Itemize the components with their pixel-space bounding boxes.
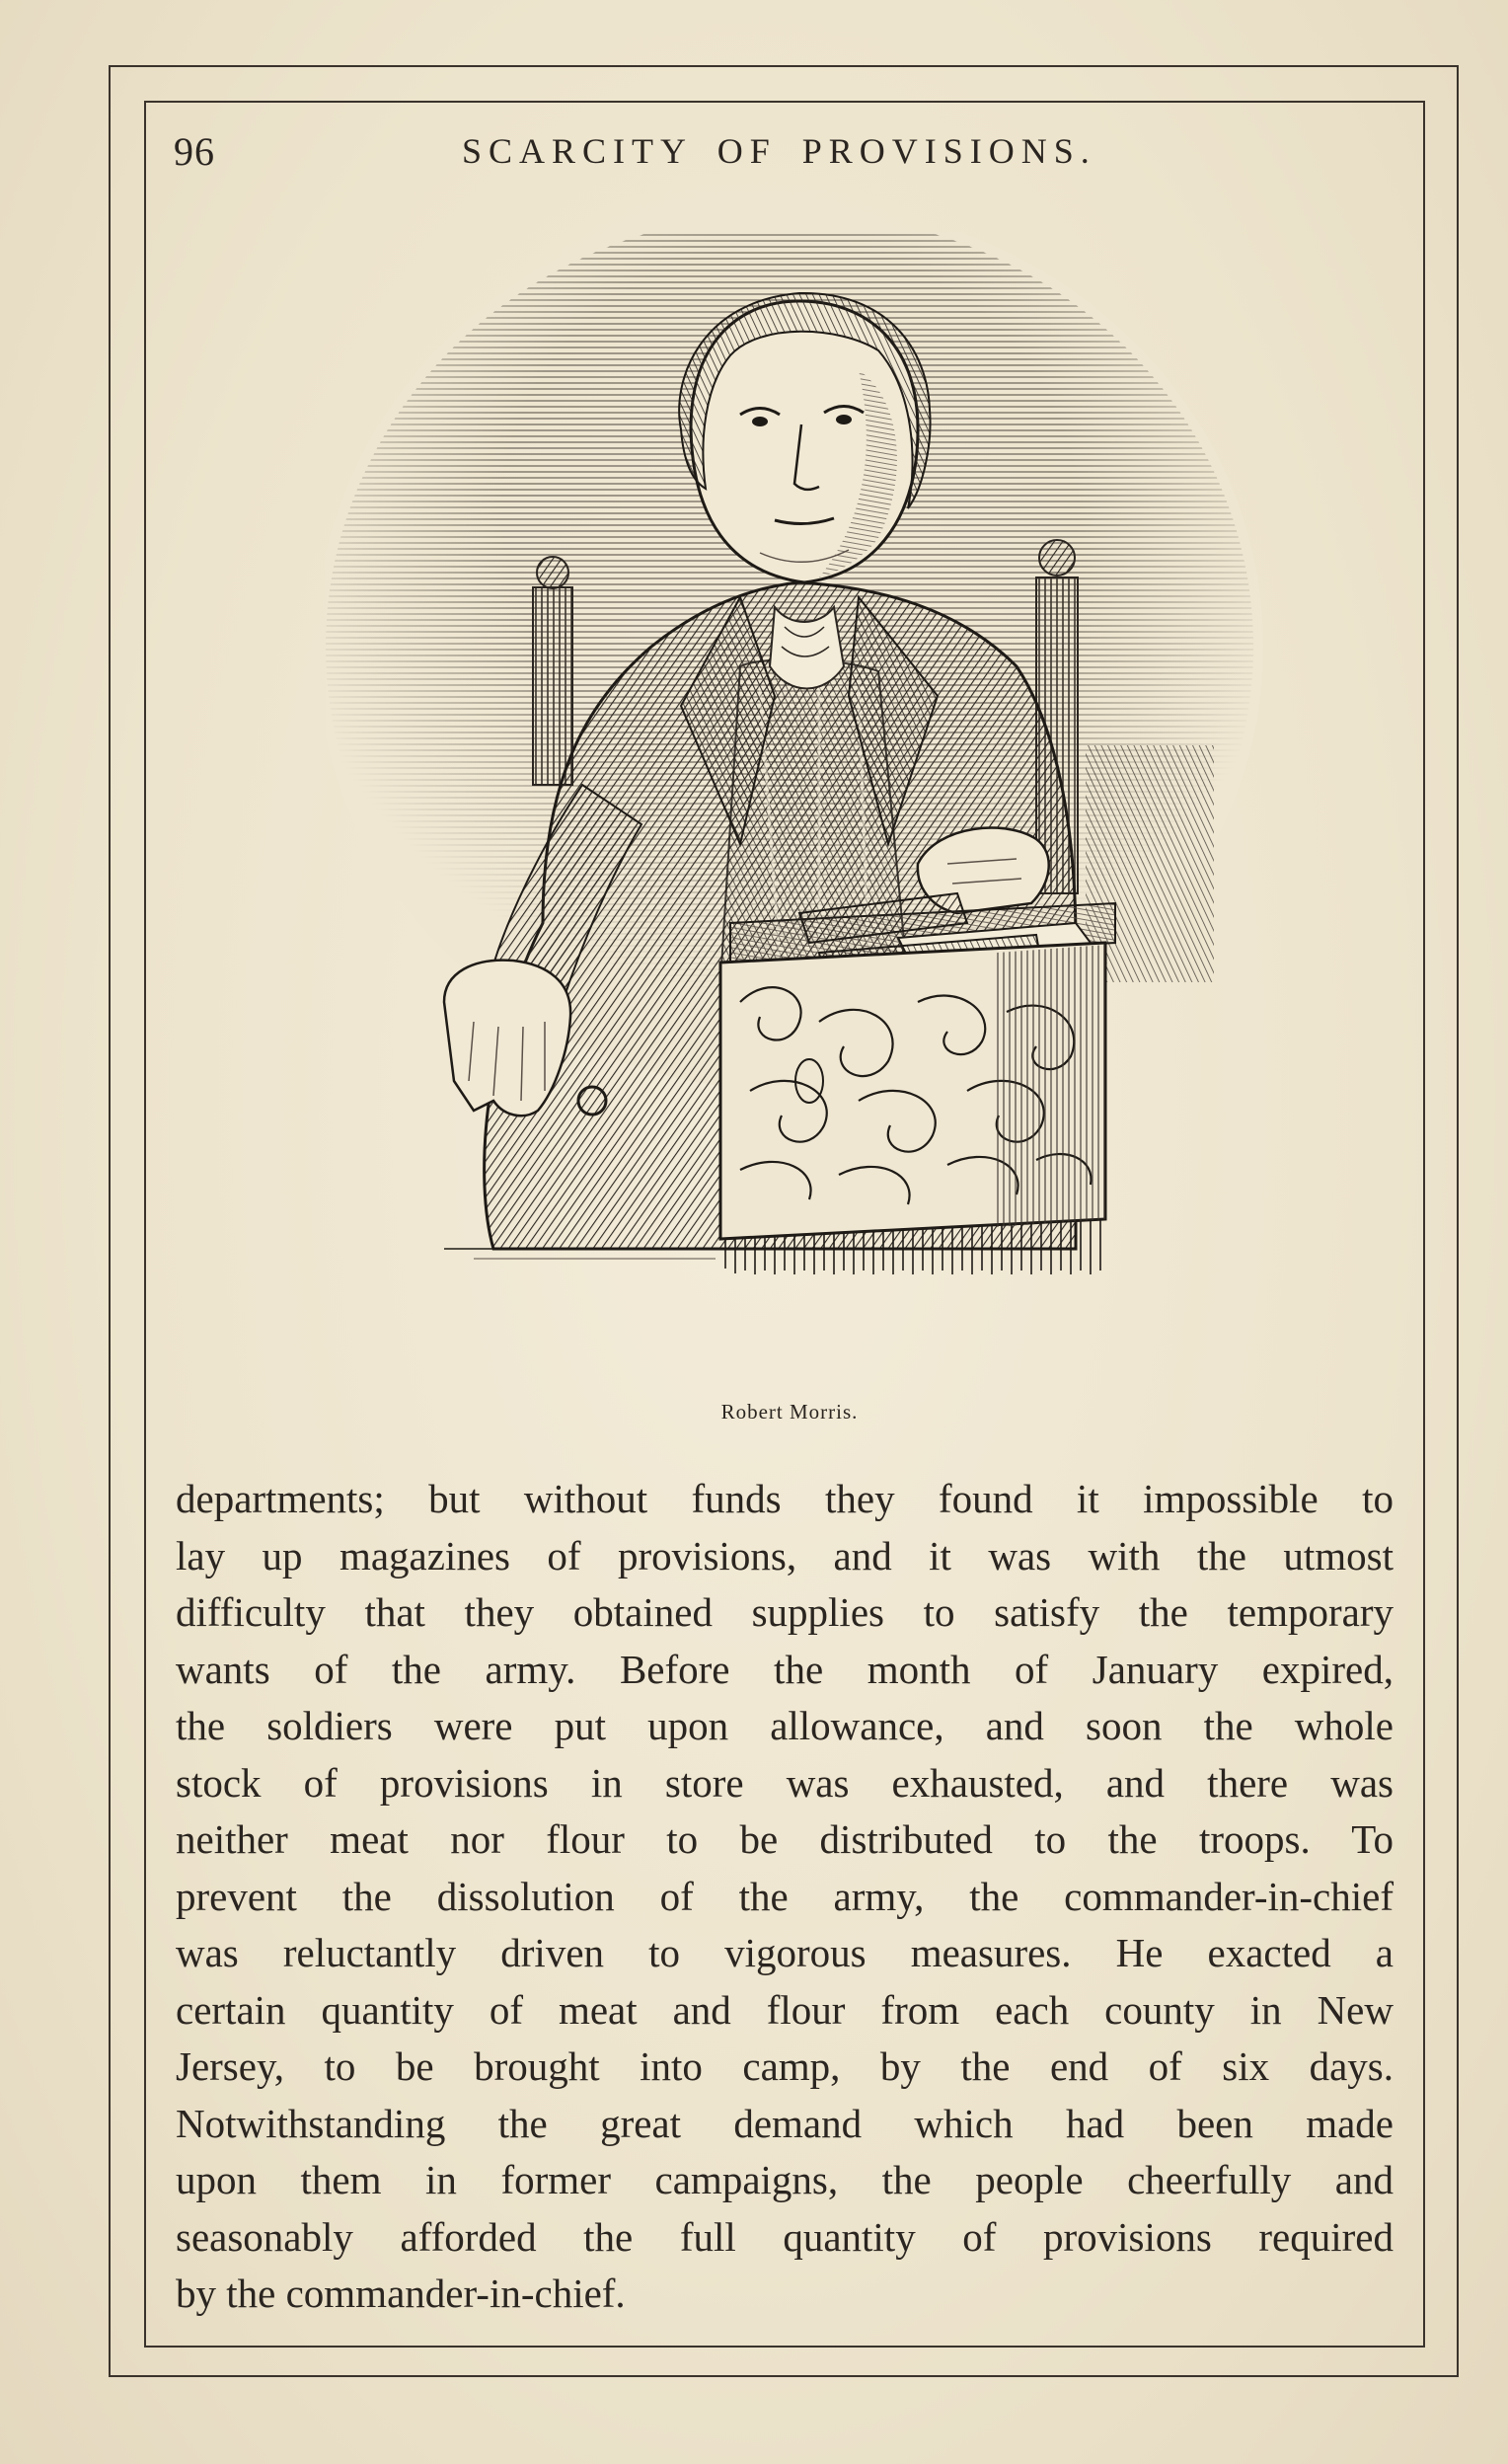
text-line: departments; but without funds they found it impossible to bbox=[176, 1476, 1394, 1521]
text-line: Notwithstanding the great demand which had been made bbox=[176, 2100, 1394, 2146]
text-line: upon them in former campaigns, the people cheerfully and bbox=[176, 2157, 1394, 2202]
text-line: seasonably afforded the full quantity of provisions required bbox=[176, 2213, 1394, 2260]
text-line: neither meat nor flour to be distributed to the troops. To bbox=[176, 1816, 1394, 1862]
portrait-illustration bbox=[326, 232, 1273, 1392]
text-line: Jersey, to be brought into camp, by the end of six days. bbox=[176, 2043, 1394, 2089]
page-number: 96 bbox=[174, 129, 215, 174]
portrait-engraving bbox=[326, 232, 1273, 1392]
text-line: difficulty that they obtained supplies to satisfy the temporary bbox=[176, 1589, 1394, 1635]
text-line: was reluctantly driven to vigorous measures. He exacted a bbox=[176, 1930, 1394, 1975]
page-header bbox=[174, 128, 1397, 188]
text-line: lay up magazines of provisions, and it was with the utmost bbox=[176, 1532, 1394, 1578]
text-line: wants of the army. Before the month of January expired, bbox=[176, 1646, 1394, 1692]
text-line: certain quantity of meat and flour from each county in New bbox=[176, 1986, 1394, 2033]
text-line-last: by the commander-in-chief. bbox=[176, 2271, 626, 2316]
text-line: prevent the dissolution of the army, the commander-in-chief bbox=[176, 1873, 1394, 1919]
running-title: SCARCITY OF PROVISIONS. bbox=[462, 131, 1096, 171]
body-text bbox=[176, 1471, 1394, 2323]
illustration-caption: Robert Morris. bbox=[720, 1400, 859, 1424]
text-line: stock of provisions in store was exhausted, and there was bbox=[176, 1759, 1394, 1806]
text-line: the soldiers were put upon allowance, and soon the whole bbox=[176, 1703, 1394, 1748]
